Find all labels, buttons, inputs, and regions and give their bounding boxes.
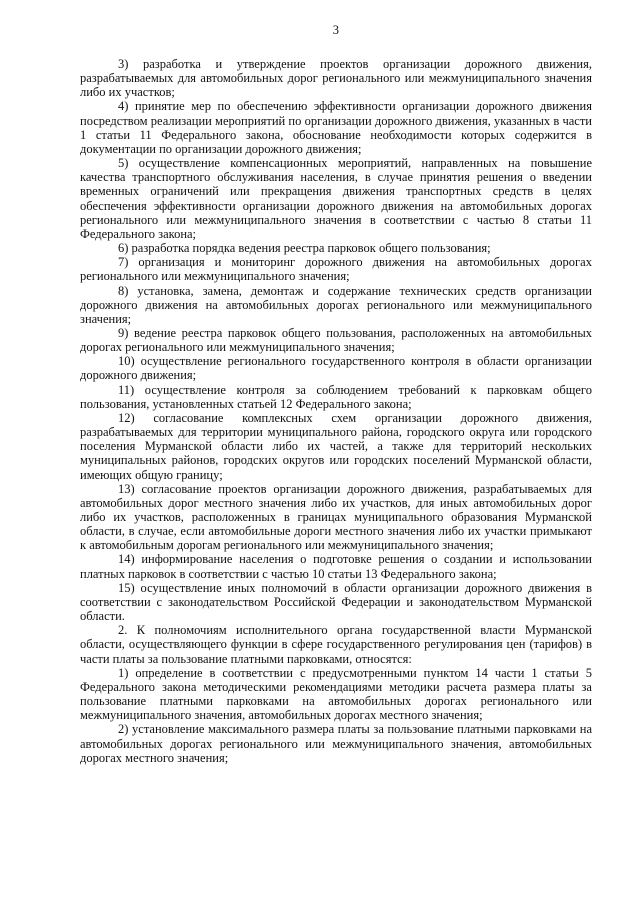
paragraph-item-6: 6) разработка порядка ведения реестра парковок общего пользования;	[118, 241, 491, 256]
paragraph-item-4: 4) принятие мер по обеспечению эффективности организации дорожного движения посредством реализации мероприятий по организации дорожного движения, указанных в части 1 статьи 11 Федерального закона, обоснование необходимости которых содержится в документации по организации дорожного движения;	[80, 99, 592, 156]
paragraph-item-5: 5) осуществление компенсационных мероприятий, направленных на повышение качества транспортного обслуживания населения, в случае принятия решения о введении временных ограничений или прекращения движения транспортных средств в целях обеспечения эффективности организации дорожного движения на автомобильных дорогах регионального или межмуниципального значения в соответствии с частью 8 статьи 11 Федерального закона;	[80, 156, 592, 241]
page-number: 3	[332, 23, 340, 37]
section-2-intro: 2. К полномочиям исполнительного органа государственной власти Мурманской области, осуществляющего функции в сфере государственного регулирования цен (тарифов) в части платы за пользование платными парковками, относятся:	[80, 623, 592, 666]
paragraph-item-7: 7) организация и мониторинг дорожного движения на автомобильных дорогах регионального или межмуниципального значения;	[80, 255, 592, 284]
paragraph-item-10: 10) осуществление регионального государственного контроля в области организации дорожного движения;	[80, 354, 592, 383]
paragraph-item-8: 8) установка, замена, демонтаж и содержание технических средств организации дорожного движения на автомобильных дорогах регионального или межмуниципального значения;	[80, 283, 592, 326]
paragraph-item-9: 9) ведение реестра парковок общего пользования, расположенных на автомобильных дорогах регионального или межмуниципального значения;	[80, 325, 592, 355]
paragraph-item-13: 13) согласование проектов организации дорожного движения, разрабатываемых для автомобильных дорог местного значения либо их участков, для иных автомобильных дорог либо их участков, расположенных в границах муниципального образования Мурманской области, в случае, если автомобильные дороги местного значения либо их участки примыкают к автомобильным дорогам регионального или межмуниципального значения;	[80, 481, 592, 553]
paragraph-item-11: 11) осуществление контроля за соблюдением требований к парковкам общего пользования, установленных статьей 12 Федерального закона;	[80, 382, 592, 411]
section-2-item-2: 2) установление максимального размера платы за пользование платными парковками на автомобильных дорогах регионального или межмуниципального значения, автомобильных дорогах местного значения;	[80, 722, 592, 765]
section-2-item-1: 1) определение в соответствии с предусмотренными пунктом 14 части 1 статьи 5 Федерального закона методическими рекомендациями методики расчета размера платы за пользование платными парковками на автомобильных дорогах регионального или межмуниципального значения, автомобильных дорогах местного значения;	[80, 665, 592, 723]
paragraph-item-3: 3) разработка и утверждение проектов организации дорожного движения, разрабатываемых для автомобильных дорог регионального или межмуниципального значения либо их участков;	[80, 57, 592, 100]
paragraph-item-12: 12) согласование комплексных схем организации дорожного движения, разрабатываемых для территории муниципального района, городского округа или городского поселения Мурманской области либо их частей, а также для территорий нескольких муниципальных районов, городских округов или городских поселений Мурманской области, имеющих общую границу;	[80, 410, 592, 482]
paragraph-item-14: 14) информирование населения о подготовке решения о создании и использовании платных парковок в соответствии с частью 10 статьи 13 Федерального закона;	[80, 552, 592, 581]
paragraph-item-15: 15) осуществление иных полномочий в области организации дорожного движения в соответствии с законодательством Российской Федерации и законодательством Мурманской области.	[80, 580, 592, 624]
document-body	[80, 57, 592, 765]
